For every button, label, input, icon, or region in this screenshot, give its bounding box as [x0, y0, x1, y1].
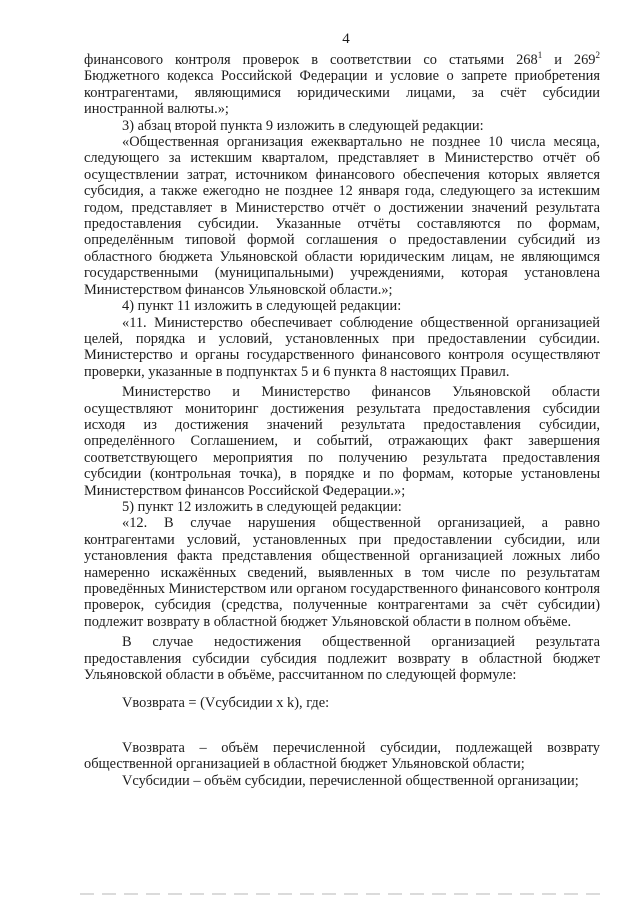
paragraph-financial-control: [84, 52, 600, 118]
amendment-item-4: 4) пункт 11 изложить в следующей редакции:: [122, 298, 402, 315]
refund-formula: Vвозврата = (Vсубсидии x k), где:: [122, 695, 330, 712]
paragraph-text: Бюджетного кодекса Российской Федерации и условие о запрете приобретения контрагентами, являющимися юридическими лицами, за счёт субсидии иностранной валюты.»;: [84, 68, 600, 118]
page-number: 4: [342, 31, 350, 47]
paragraph-quarterly-report: «Общественная организация ежеквартально не позднее 10 числа месяца, следующего за истекшим кварталом, представляет в Министерство отчёт об осуществлении затрат, источником финансового обеспечения которых является субсидия, а также ежегодно не позднее 12 января года, следующего за истекшим годом, представляет в Министерство отчёт о достижении значений результата предоставления субсидии. Указанные отчёты составляются по формам, определённым типовой формой соглашения о предоставлении субсидий из областного бюджета Ульяновской области юридическим лицам, не являющимся государственными (муниципальными) учреждениями, которая установлена Министерством финансов Ульяновской области.»;: [84, 134, 600, 298]
amendment-item-3: 3) абзац второй пункта 9 изложить в следующей редакции:: [122, 117, 484, 134]
superscript-2: 2: [595, 50, 601, 61]
paragraph-point-11: «11. Министерство обеспечивает соблюдение общественной организацией целей, порядка и условий, установленных при предоставлении субсидии. Министерство и органы государственного финансового контроля осуществляют проверки, указанные в подпунктах 5 и 6 пункта 8 настоящих Правил.: [84, 314, 600, 380]
definition-v-subsidy: Vсубсидии – объём субсидии, перечисленной общественной организации;: [122, 772, 579, 789]
paragraph-non-achievement: В случае недостижения общественной организацией результата предоставления субсидии субсидия подлежит возврату в областной бюджет Ульяновской области в объёме, рассчитанном по следующей формуле:: [84, 634, 600, 684]
paragraph-text: и 269: [542, 52, 596, 68]
document-body: [84, 52, 600, 789]
definition-v-refund: Vвозврата – объём перечисленной субсидии, подлежащей возврату общественной организацией в областной бюджет Ульяновской области;: [84, 739, 600, 773]
paragraph-text: финансового контроля проверок в соответствии со статьями 268: [84, 52, 538, 68]
scan-artifact-line: [80, 893, 600, 895]
paragraph-point-12: «12. В случае нарушения общественной организацией, а равно контрагентами условий, установленных при предоставлении субсидии, или установления факта представления общественной организацией ложных либо намеренно искажённых сведений, выявленных в том числе по результатам проведённых Министерством или органом государственного финансового контроля проверок, субсидия (средства, полученные контрагентами за счёт субсидии) подлежит возврату в областной бюджет Ульяновской области в полном объёме.: [84, 515, 600, 630]
amendment-item-5: 5) пункт 12 изложить в следующей редакции:: [122, 498, 402, 515]
superscript-1: 1: [537, 50, 543, 61]
paragraph-monitoring: Министерство и Министерство финансов Ульяновской области осуществляют мониторинг достижения результата предоставления субсидии исходя из достижения значений результата предоставления субсидии, определённого Соглашением, и событий, отражающих факт завершения соответствующего мероприятия по получению результата предоставления субсидии (контрольная точка), в порядке и по формам, которые установлены Министерством финансов Российской Федерации.»;: [84, 384, 600, 499]
